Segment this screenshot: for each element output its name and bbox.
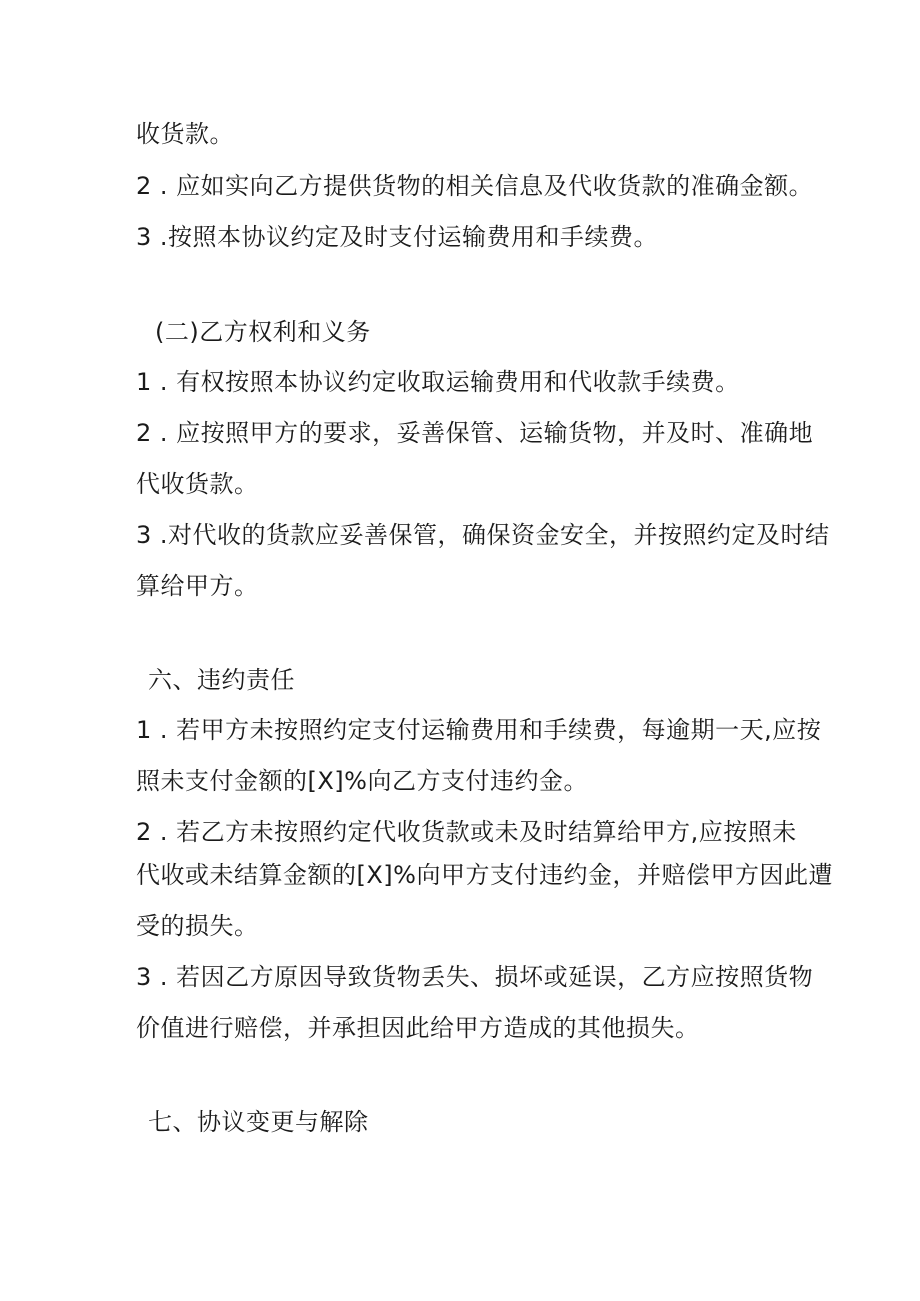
text-line: 价值进行赔偿，并承担因此给甲方造成的其他损失。 [136,1014,700,1042]
text-line: 代收或未结算金额的[X]%向甲方支付违约金，并赔偿甲方因此遭 [136,861,833,889]
list-item: 3 .对代收的货款应妥善保管，确保资金安全，并按照约定及时结 [136,521,830,549]
section-heading: 六、违约责任 [148,666,295,694]
list-item: 3 .按照本协议约定及时支付运输费用和手续费。 [136,223,659,251]
text-line: 代收货款。 [136,470,259,498]
list-item: 2 . 应按照甲方的要求，妥善保管、运输货物，并及时、准确地 [136,419,814,447]
text-line: 照未支付金额的[X]%向乙方支付违约金。 [136,767,588,795]
section-heading: 七、协议变更与解除 [148,1108,369,1136]
text-line: 受的损失。 [136,912,259,940]
section-heading: (二)乙方权利和义务 [155,318,371,346]
text-line: 算给甲方。 [136,572,259,600]
list-item: 1 . 若甲方未按照约定支付运输费用和手续费，每逾期一天,应按 [136,716,822,744]
text-line: 收货款。 [136,120,234,148]
list-item: 2 . 应如实向乙方提供货物的相关信息及代收货款的准确金额。 [136,172,814,200]
list-item: 1 . 有权按照本协议约定收取运输费用和代收款手续费。 [136,368,740,396]
list-item: 2 . 若乙方未按照约定代收货款或未及时结算给甲方,应按照未 [136,818,797,846]
list-item: 3 . 若因乙方原因导致货物丢失、损坏或延误，乙方应按照货物 [136,963,814,991]
